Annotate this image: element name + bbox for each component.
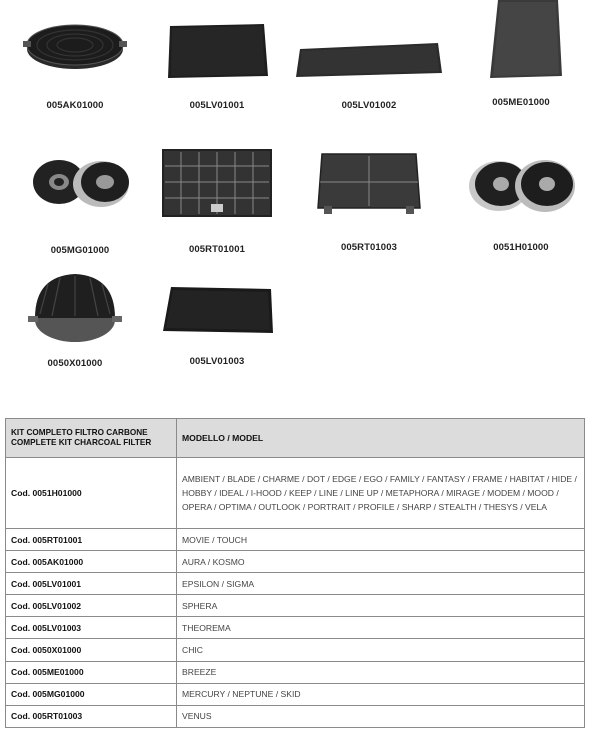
- product-005AK01000: [0, 15, 150, 111]
- table-row: [6, 683, 585, 705]
- row-models: VENUS: [177, 705, 585, 727]
- table-row: [6, 529, 585, 551]
- row-code: Cod. 005MG01000: [6, 683, 177, 705]
- header-kit-code: [6, 419, 177, 458]
- row-models: BREEZE: [177, 661, 585, 683]
- table-row: [6, 617, 585, 639]
- product-code: 005RT01003: [341, 242, 397, 253]
- product-005RT01001: [142, 148, 292, 255]
- product-005LV01001: [142, 20, 292, 111]
- row-models: AMBIENT / BLADE / CHARME / DOT / EDGE / EGO / FAMILY / FANTASY / FRAME / HABITAT / HIDE / HOBBY / IDEAL / I-HOOD / KEEP / LINE / LINE UP / METAPHORA / MIRAGE / MODEM / MOOD / OPERA / OPTIMA / OUTLOOK / PORTRAIT / PROFILE / SHARP / STEALTH / THESYS / VELA: [177, 458, 585, 529]
- product-code: 005RT01001: [189, 244, 245, 255]
- product-005RT01003: [294, 152, 444, 253]
- row-code: Cod. 005LV01001: [6, 573, 177, 595]
- product-code: 005AK01000: [46, 100, 104, 111]
- product-005LV01002: [294, 35, 444, 111]
- row-models: EPSILON / SIGMA: [177, 573, 585, 595]
- rectangular-pad-icon: [157, 283, 277, 338]
- product-0051H01000: [446, 152, 596, 253]
- row-code: Cod. 005LV01003: [6, 617, 177, 639]
- table-row: [6, 595, 585, 617]
- row-code: Cod. 005RT01001: [6, 529, 177, 551]
- round-filter-pair-icon: [25, 150, 135, 210]
- table-row: [6, 661, 585, 683]
- row-models: SPHERA: [177, 595, 585, 617]
- row-models: THEOREMA: [177, 617, 585, 639]
- product-code: 005MG01000: [50, 245, 110, 256]
- row-code: Cod. 005AK01000: [6, 551, 177, 573]
- filter-model-table: [5, 418, 585, 728]
- product-code: 005LV01003: [189, 356, 245, 367]
- product-code: 005ME01000: [492, 97, 550, 108]
- round-filter-flat-icon: [15, 15, 135, 75]
- product-005LV01003: [142, 283, 292, 367]
- product-code: 0051H01000: [493, 242, 549, 253]
- panel-filter-icon: [314, 152, 424, 217]
- long-strip-pad-icon: [294, 35, 444, 80]
- product-code: 0050X01000: [47, 358, 103, 369]
- table-header-row: [6, 419, 585, 458]
- row-models: CHIC: [177, 639, 585, 661]
- product-0050X01000: [0, 268, 150, 369]
- table-row: [6, 551, 585, 573]
- product-005MG01000: [5, 150, 155, 256]
- table-row: [6, 705, 585, 727]
- product-005ME01000: [446, 0, 596, 108]
- grid-panel-filter-icon: [161, 148, 273, 218]
- header-kit-line2: COMPLETE KIT CHARCOAL FILTER: [11, 438, 152, 447]
- header-model: MODELLO / MODEL: [177, 419, 585, 458]
- row-code: Cod. 005RT01003: [6, 705, 177, 727]
- table-row: [6, 639, 585, 661]
- row-code: Cod. 005ME01000: [6, 661, 177, 683]
- tall-pad-icon: [476, 0, 566, 80]
- round-filter-pair-icon: [461, 152, 581, 217]
- header-kit-line1: KIT COMPLETO FILTRO CARBONE: [11, 428, 148, 437]
- table-row: [6, 573, 585, 595]
- row-code: Cod. 0051H01000: [6, 458, 177, 529]
- table-row: [6, 458, 585, 529]
- row-models: MERCURY / NEPTUNE / SKID: [177, 683, 585, 705]
- round-filter-ribbed-icon: [20, 268, 130, 348]
- row-code: Cod. 005LV01002: [6, 595, 177, 617]
- row-code: Cod. 0050X01000: [6, 639, 177, 661]
- product-code: 005LV01001: [189, 100, 245, 111]
- rectangular-pad-icon: [162, 20, 272, 82]
- row-models: MOVIE / TOUCH: [177, 529, 585, 551]
- row-models: AURA / KOSMO: [177, 551, 585, 573]
- product-code: 005LV01002: [341, 100, 397, 111]
